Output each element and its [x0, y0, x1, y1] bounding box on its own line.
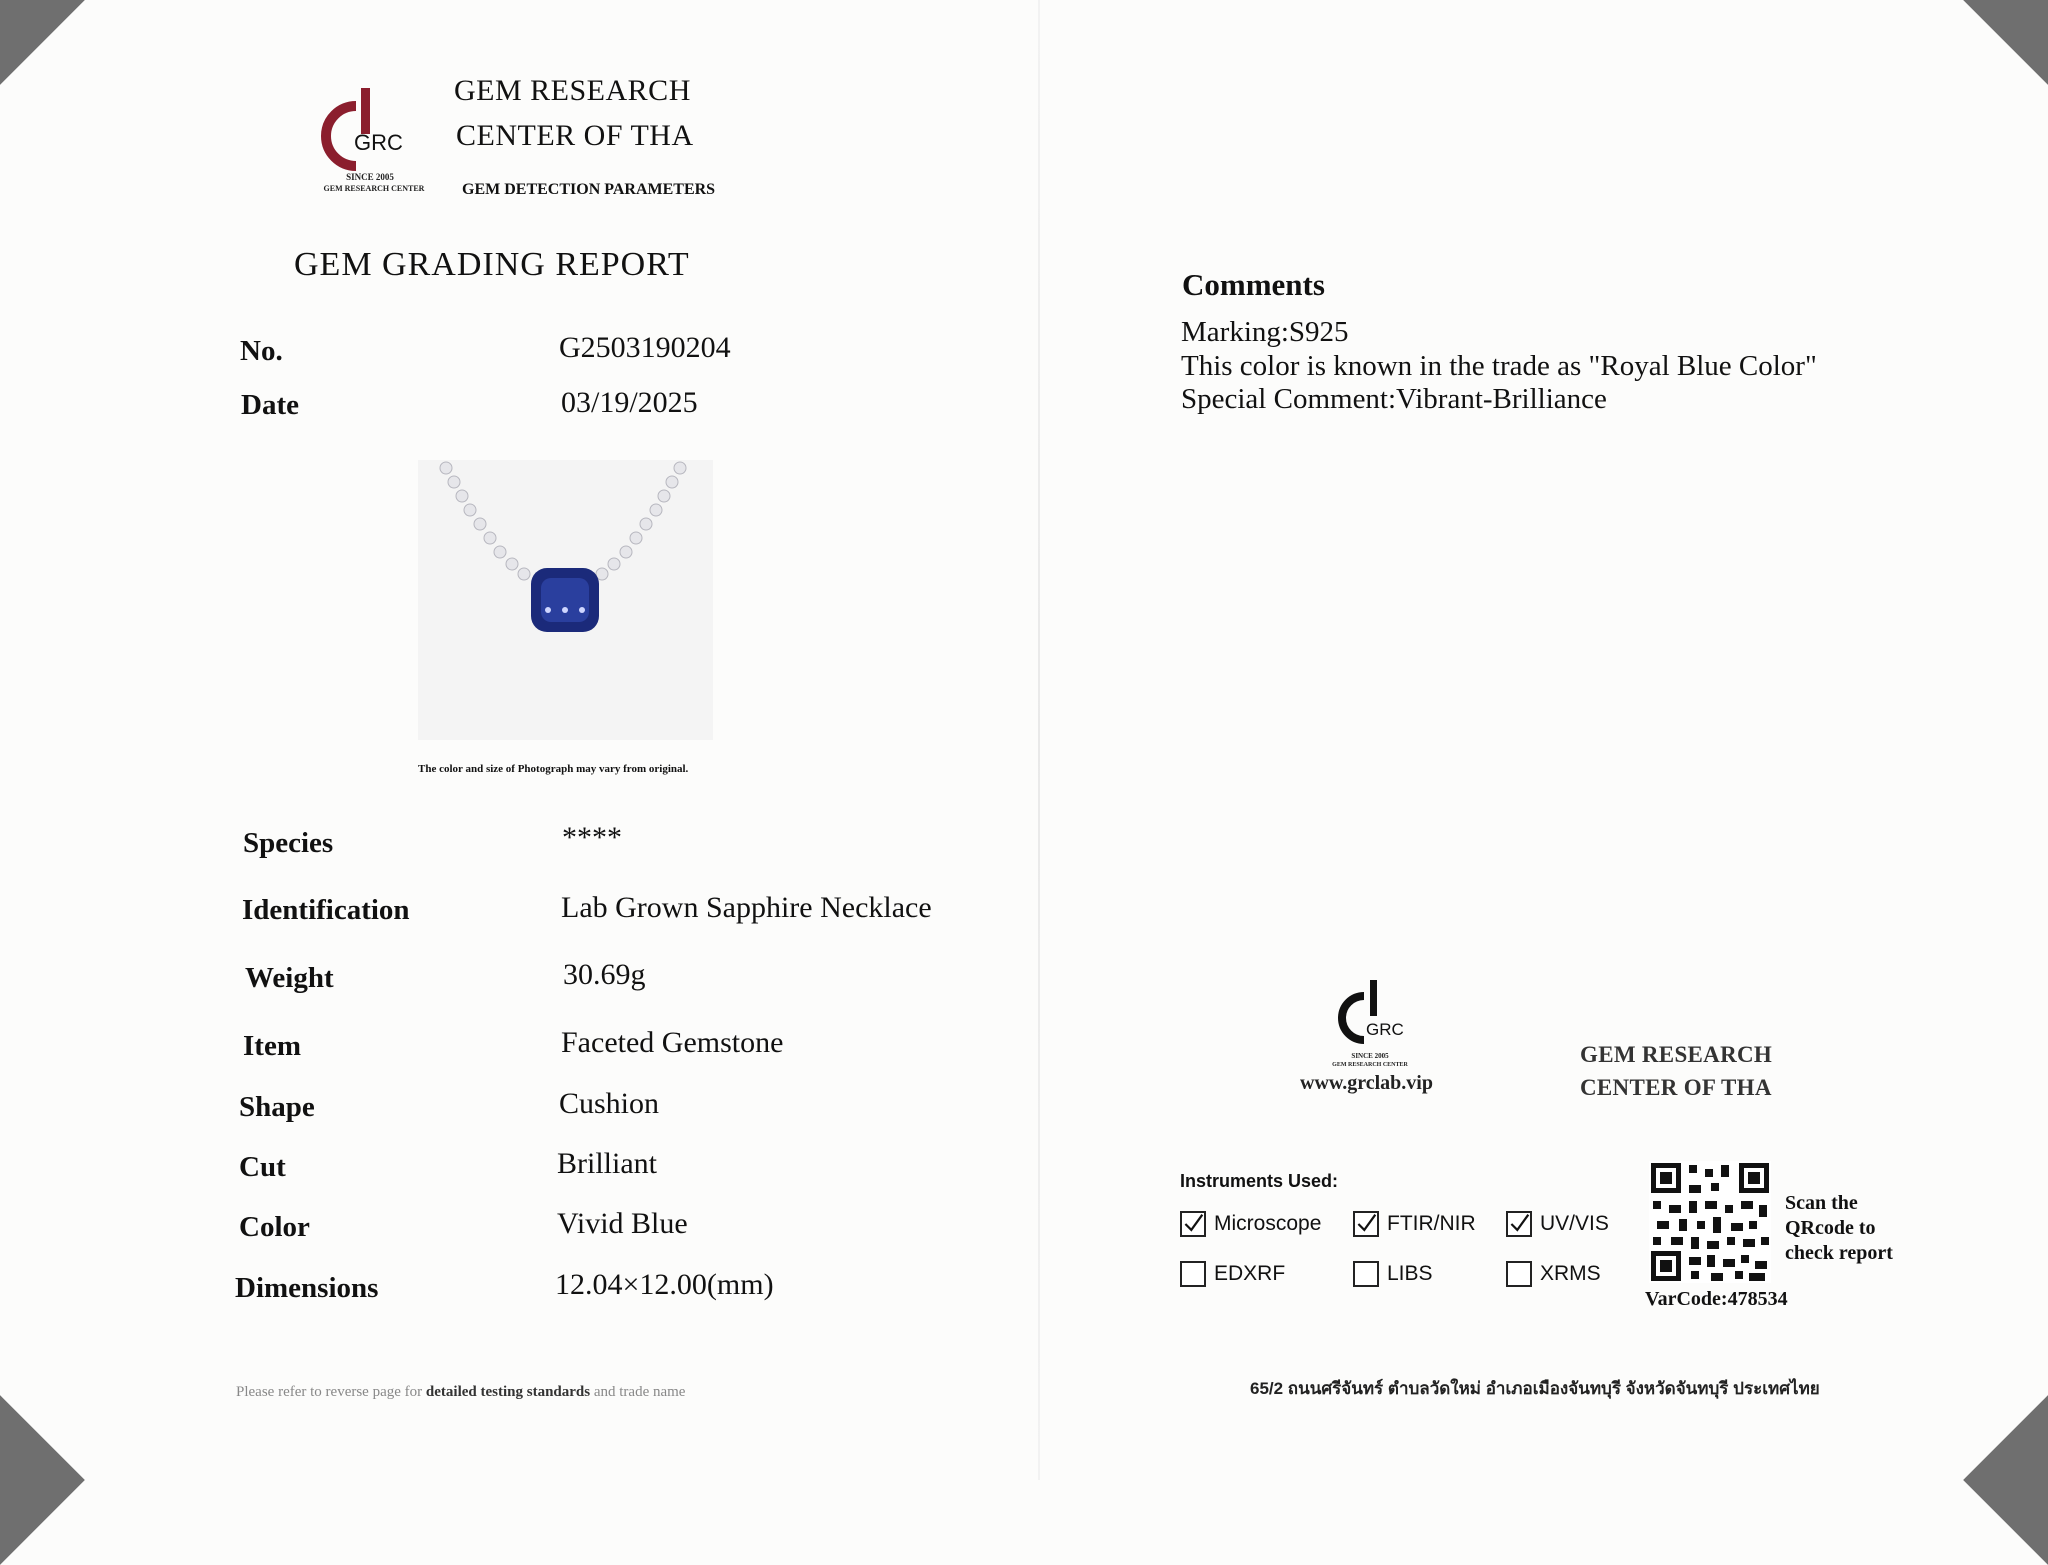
org-name-line1: GEM RESEARCH [454, 74, 691, 107]
logo-since: SINCE 2005 [346, 172, 394, 182]
grc-logo-small [1320, 978, 1420, 1078]
detail-label: Shape [239, 1091, 315, 1123]
footer-note-post: and trade name [590, 1384, 686, 1400]
date-value: 03/19/2025 [561, 386, 698, 419]
detail-label: Weight [245, 962, 334, 994]
report-title: GEM GRADING REPORT [294, 246, 690, 283]
checkbox-unchecked [1353, 1261, 1379, 1287]
detail-value: Lab Grown Sapphire Necklace [561, 891, 932, 924]
detail-value: Cushion [559, 1087, 660, 1120]
instrument-uvvis [1506, 1211, 1609, 1237]
detail-value: 30.69g [563, 958, 646, 991]
card-corner [0, 1395, 85, 1565]
center-fold [1038, 0, 1040, 1480]
comment-line: Special Comment:Vibrant-Brilliance [1181, 383, 1607, 415]
instrument-edxrf [1180, 1261, 1285, 1287]
instrument-libs [1353, 1261, 1433, 1287]
checkbox-unchecked [1180, 1261, 1206, 1287]
detail-label: Color [239, 1211, 310, 1243]
checkbox-checked [1180, 1211, 1206, 1237]
qr-line: Scan the [1785, 1192, 1858, 1214]
instrument-xrms [1506, 1261, 1601, 1287]
date-label: Date [241, 389, 299, 421]
detection-params: GEM DETECTION PARAMETERS [462, 181, 716, 198]
logo-text-small: GRC [1366, 1020, 1404, 1039]
logo-text: GRC [354, 130, 403, 155]
check-icon [1508, 1211, 1530, 1237]
detail-value: Vivid Blue [557, 1207, 688, 1240]
comment-line: This color is known in the trade as "Royal Blue Color" [1181, 350, 1817, 382]
address: 65/2 ถนนศรีจันทร์ ตำบลวัดใหม่ อำเภอเมืองจันทบุรี จังหวัดจันทบุรี ประเทศไทย [1250, 1379, 1820, 1398]
instrument-ftir [1353, 1211, 1476, 1237]
right-org-line1: GEM RESEARCH [1580, 1042, 1773, 1067]
qr-line: QRcode to [1785, 1217, 1876, 1239]
instrument-microscope [1180, 1211, 1321, 1237]
instrument-label: UV/VIS [1540, 1212, 1609, 1235]
footer-note-pre: Please refer to reverse page for [236, 1384, 426, 1400]
no-label: No. [240, 335, 283, 367]
detail-label: Identification [242, 894, 410, 926]
logo-center-small: GEM RESEARCH CENTER [1332, 1062, 1408, 1068]
right-org-line2: CENTER OF THA [1580, 1075, 1772, 1100]
checkbox-checked [1506, 1211, 1532, 1237]
grc-logo [316, 86, 436, 198]
detail-value: **** [562, 821, 622, 854]
check-icon [1182, 1211, 1204, 1237]
no-value: G2503190204 [559, 331, 731, 364]
detail-value: Brilliant [557, 1147, 657, 1180]
checkbox-checked [1353, 1211, 1379, 1237]
detail-label: Cut [239, 1151, 286, 1183]
instrument-label: Microscope [1214, 1212, 1322, 1235]
comment-line: Marking:S925 [1181, 316, 1349, 348]
var-code: VarCode:478534 [1645, 1288, 1788, 1310]
qr-instruction [1785, 1191, 1893, 1266]
instrument-label: LIBS [1387, 1262, 1433, 1285]
instrument-label: EDXRF [1214, 1262, 1286, 1285]
qr-line: check report [1785, 1242, 1893, 1264]
detail-value: 12.04×12.00(mm) [555, 1268, 774, 1301]
instruments-heading: Instruments Used: [1180, 1171, 1339, 1191]
photo-caption: The color and size of Photograph may vary from original. [418, 763, 689, 775]
comments-heading: Comments [1182, 267, 1325, 302]
footer-note-bold: detailed testing standards [425, 1384, 591, 1400]
grc-logo-small-icon [1320, 978, 1420, 1058]
card-corner [0, 0, 85, 85]
qr-code-icon [1649, 1161, 1771, 1283]
instrument-label: XRMS [1540, 1262, 1601, 1285]
check-icon [1355, 1211, 1377, 1237]
detail-value: Faceted Gemstone [561, 1026, 784, 1059]
card-corner [1963, 0, 2048, 85]
logo-since-small: SINCE 2005 [1351, 1052, 1389, 1060]
logo-center: GEM RESEARCH CENTER [323, 184, 425, 193]
qr-code[interactable] [1649, 1161, 1771, 1283]
checkbox-unchecked [1506, 1261, 1532, 1287]
org-name-line2: CENTER OF THA [456, 119, 694, 152]
gem-photo [418, 460, 713, 740]
website-url: www.grclab.vip [1300, 1072, 1433, 1094]
detail-label: Species [243, 827, 334, 859]
detail-label: Dimensions [235, 1272, 379, 1304]
instrument-label: FTIR/NIR [1387, 1212, 1476, 1235]
card-corner [1963, 1395, 2048, 1565]
detail-label: Item [243, 1030, 301, 1062]
footer-note [236, 1384, 685, 1401]
